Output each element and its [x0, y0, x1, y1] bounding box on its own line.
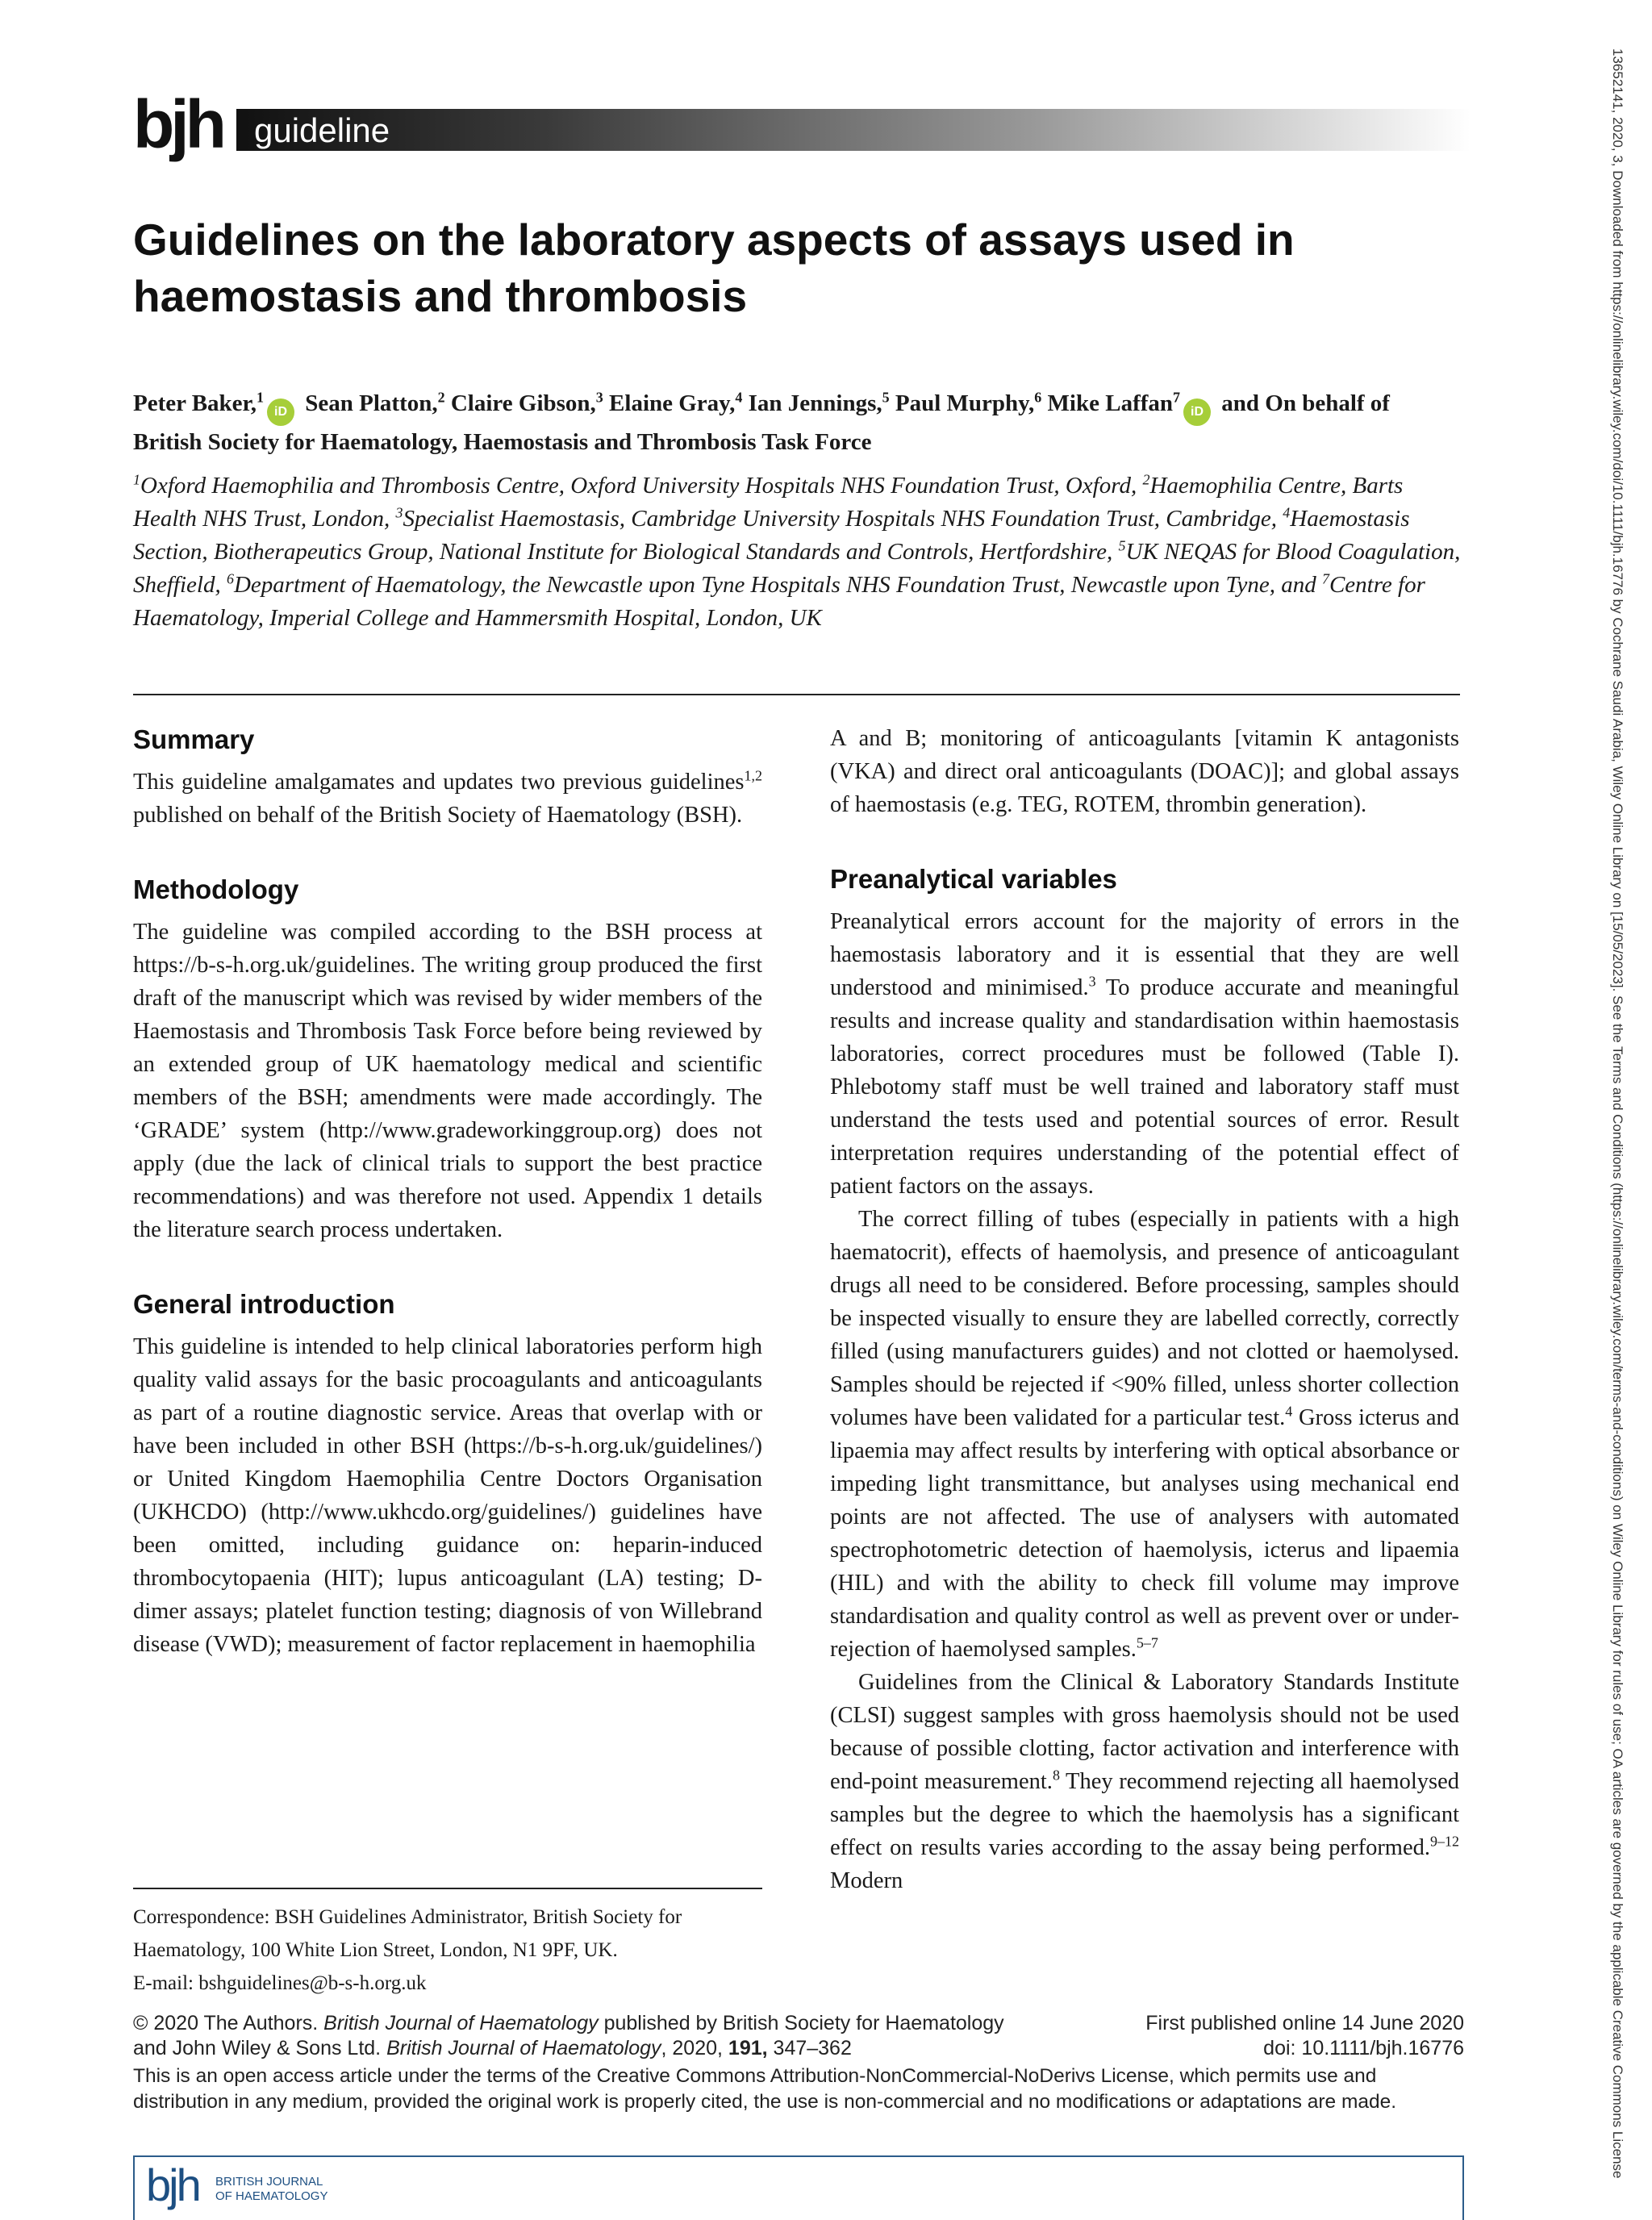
orcid-icon[interactable]: iD	[267, 399, 294, 426]
affiliation-number: 5	[1118, 537, 1126, 554]
author-name: Ian Jennings,	[748, 390, 882, 416]
citation-line: and John Wiley & Sons Ltd. British Journal of Haematology, 2020, 191, 347–362	[133, 2037, 852, 2059]
doi[interactable]: doi: 10.1111/bjh.16776	[1263, 2037, 1464, 2059]
orcid-icon[interactable]: iD	[1183, 399, 1211, 426]
paragraph-text: Modern	[830, 1868, 903, 1893]
correspondence	[133, 1888, 762, 2000]
citation-ref[interactable]: 9–12	[1430, 1833, 1459, 1850]
volume: 191,	[728, 2037, 768, 2059]
author-name: Claire Gibson,	[450, 390, 596, 416]
author-affiliation-number: 2	[437, 389, 445, 406]
citation-ref[interactable]: 3	[1088, 973, 1096, 990]
affiliation-text: Haemophilia Centre, Barts Health NHS Trust, London,	[133, 473, 1404, 532]
paragraph-text: Gross icterus and lipaemia may affect results by interfering with optical absorbance or impeding light transmittance, but analyses using mechanical end points are not affected. The use of analysers with automated spectrophotometric detection of haemolysis, icterus and lipaemia (HIL) and with the ability to check fill volume may improve standardisation and quality control as well as prevent over or under-rejection of haemolysed samples.	[830, 1405, 1459, 1662]
citation-ref[interactable]: 8	[1052, 1767, 1060, 1784]
affiliation-text: Specialist Haemostasis, Cambridge University Hospitals NHS Foundation Trust, Cambridge,	[403, 506, 1283, 532]
paragraph-text: A and B; monitoring of anticoagulants [vitamin K antagonists (VKA) and direct oral anticoagulants (DOAC)]; and global assays of haemostasis (e.g. TEG, ROTEM, thrombin generation).	[830, 726, 1459, 817]
article-title: Guidelines on the laboratory aspects of assays used in haemostasis and thrombosis	[133, 215, 1295, 321]
journal-logo: bjh	[133, 86, 223, 162]
affiliation-number: 4	[1283, 504, 1291, 521]
correspondence-address: Correspondence: BSH Guidelines Administrator, British Society for Haematology, 100 White Lion Street, London, N1 9PF, UK.	[133, 1906, 682, 1961]
paragraph-text: To produce accurate and meaningful results and increase quality and standardisation within haemostasis laboratories, correct procedures must be followed (Table I). Phlebotomy staff must be well trained and laboratory staff must understand the tests used and potential sources of error. Result interpretation requires understanding of the potential effect of patient factors on the assays.	[830, 975, 1459, 1199]
section-heading: Preanalytical variables	[830, 864, 1117, 894]
author-affiliation-number: 4	[735, 389, 743, 406]
journal-footer-banner	[133, 2155, 1464, 2220]
paragraph	[830, 905, 1459, 1203]
paragraph	[133, 1330, 762, 1661]
author-list	[133, 387, 1464, 459]
affiliation-number: 3	[395, 504, 403, 521]
journal-full-name: BRITISH JOURNAL OF HAEMATOLOGY	[215, 2175, 328, 2203]
left-column	[133, 722, 762, 1661]
citation-ref[interactable]: 5–7	[1136, 1634, 1158, 1651]
journal-name: British Journal of Haematology	[323, 2012, 599, 2034]
right-column	[830, 722, 1459, 1897]
author-name: Sean Platton,	[305, 390, 438, 416]
download-notice: 13652141, 2020, 3, Downloaded from https://onlinelibrary.wiley.com/doi/10.1111/bjh.16776 by Cochrane Saudi Arabia, Wiley Online Library on [15/05/2023]. See the Terms and Conditions (https://onlinelibrary.wiley.com/terms-and-conditions) on Wiley Online Library for rules of use; OA articles are governed by the applicable Creative Commons License	[1610, 48, 1625, 2179]
author-name: Peter Baker,	[133, 390, 257, 416]
header-gradient-bar	[236, 109, 1471, 151]
paragraph-text: Guidelines from the Clinical & Laboratory Standards Institute (CLSI) suggest samples with gross haemolysis should not be used because of possible clotting, factor activation and interference with end-point measurement.	[830, 1670, 1459, 1794]
journal-header	[133, 86, 1472, 162]
section-heading: General introduction	[133, 1289, 395, 1319]
author-name: Paul Murphy,	[895, 390, 1035, 416]
author-affiliation-number: 1	[257, 389, 265, 406]
author-affiliation-number: 6	[1034, 389, 1042, 406]
article-type-label: guideline	[254, 111, 390, 149]
affiliation-text: UK NEQAS for Blood Coagulation, Sheffield,	[133, 539, 1461, 598]
section-heading: Summary	[133, 724, 255, 754]
paragraph	[830, 1666, 1459, 1897]
paragraph	[133, 916, 762, 1246]
bjh-logo: bjh	[146, 2159, 199, 2210]
author-name: Elaine Gray,	[609, 390, 736, 416]
affiliation-number: 2	[1142, 471, 1150, 488]
affiliation-text: Centre for Haematology, Imperial College and Hammersmith Hospital, London, UK	[133, 572, 1425, 631]
paragraph-text: Preanalytical errors account for the majority of errors in the haemostasis laboratory and it is essential that they are well understood and minimised.	[830, 909, 1459, 1000]
divider	[133, 694, 1460, 695]
citation-ref[interactable]: 1,2	[744, 767, 762, 784]
affiliation-text: Haemostasis Section, Biotherapeutics Group, National Institute for Biological Standards and Controls, Hertfordshire,	[133, 506, 1410, 565]
author-affiliation-number: 7	[1173, 389, 1181, 406]
affiliation-number: 7	[1321, 570, 1329, 587]
paragraph	[830, 722, 1459, 821]
author-affiliation-number: 3	[595, 389, 603, 406]
publication-date: First published online 14 June 2020	[1145, 2012, 1464, 2034]
author-name: Mike Laffan	[1047, 390, 1174, 416]
paragraph-text: The guideline was compiled according to the BSH process at https://b-s-h.org.uk/guidelines. The writing group produced the first draft of the manuscript which was revised by wider members of the Haemostasis and Thrombosis Task Force before being reviewed by an extended group of UK haematology medical and scientific members of the BSH; amendments were made accordingly. The ‘GRADE’ system (http://www.gradeworkinggroup.org) does not apply (due the lack of clinical trials to support the best practice recommendations) and was therefore not used. Appendix 1 details the literature search process undertaken.	[133, 920, 762, 1242]
author-affiliation-number: 5	[882, 389, 890, 406]
paragraph-text: published on behalf of the British Society of Haematology (BSH).	[133, 803, 743, 828]
paragraph-text: They recommend rejecting all haemolysed samples but the degree to which the haemolysis has a significant effect on results varies according to the assay being performed.	[830, 1769, 1459, 1860]
affiliation-number: 6	[226, 570, 234, 587]
page-footer	[133, 2011, 1464, 2115]
author-group: and On behalf of British Society for Haematology, Haemostasis and Thrombosis Task Force	[133, 390, 1390, 455]
open-access-notice: This is an open access article under the terms of the Creative Commons Attribution-NonCommercial-NoDerivs License, which permits use and distribution in any medium, provided the original work is properly cited, the use is non-commercial and no modifications or adaptations are made.	[133, 2065, 1397, 2113]
citation-ref[interactable]: 4	[1285, 1403, 1293, 1420]
journal-name-citation: British Journal of Haematology	[386, 2037, 661, 2059]
copyright-line: © 2020 The Authors. British Journal of Haematology published by British Society for Haematology	[133, 2012, 1004, 2034]
affiliations	[133, 469, 1472, 635]
paragraph-text: The correct filling of tubes (especially in patients with a high haematocrit), effects of haemolysis, and presence of anticoagulant drugs all need to be considered. Before processing, samples should be inspected visually to ensure they are labelled correctly, correctly filled (using manufacturers guides) and not clotted or haemolysed. Samples should be rejected if <90% filled, unless shorter collection volumes have been validated for a particular test.	[830, 1207, 1459, 1430]
paragraph-text: This guideline is intended to help clinical laboratories perform high quality valid assays for the basic procoagulants and anticoagulants as part of a routine diagnostic service. Areas that overlap with or have been included in other BSH (https://b-s-h.org.uk/guidelines/) or United Kingdom Haemophilia Centre Doctors Organisation (UKHCDO) (http://www.ukhcdo.org/guidelines/) guidelines have been omitted, including guidance on: heparin-induced thrombocytopaenia (HIT); lupus anticoagulant (LA) testing; D-dimer assays; platelet function testing; diagnosis of von Willebrand disease (VWD); measurement of factor replacement in haemophilia	[133, 1334, 762, 1657]
affiliation-number: 1	[133, 471, 140, 488]
paragraph	[830, 1203, 1459, 1666]
correspondence-email[interactable]: E-mail: bshguidelines@b-s-h.org.uk	[133, 1972, 427, 1994]
paragraph-text: This guideline amalgamates and updates two previous guidelines	[133, 770, 745, 795]
paragraph	[133, 766, 762, 832]
affiliation-text: Department of Haematology, the Newcastle upon Tyne Hospitals NHS Foundation Trust, Newcastle upon Tyne, and	[233, 572, 1322, 598]
affiliation-text: Oxford Haemophilia and Thrombosis Centre, Oxford University Hospitals NHS Foundation Trust, Oxford,	[140, 473, 1143, 499]
section-heading: Methodology	[133, 874, 299, 904]
